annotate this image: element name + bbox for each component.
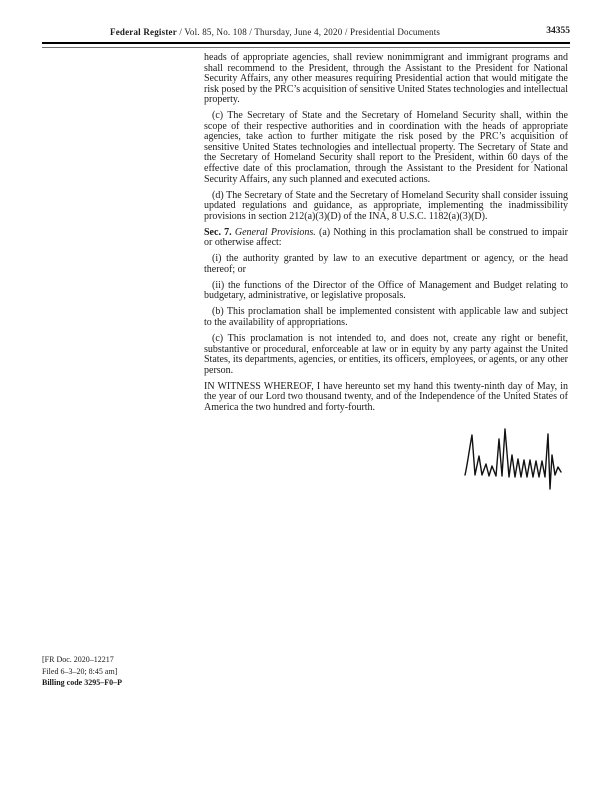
header-double-rule [42,42,570,48]
paragraph-item-c2: (c) This proclamation is not intended to, and does not, create any right or benefit, substantive or procedural, enforceable at law or in equity by any party against the United States, its departments, agencies, or entities, its officers, employees, or agents, or any other person. [204,333,568,376]
paragraph-item-i: (i) the authority granted by law to an executive department or agency, or the head thereof; or [204,253,568,275]
page-footer [42,656,122,691]
section-text: (a) Nothing in this proclamation shall be construed to impair or otherwise affect: [204,226,568,249]
presidential-signature [204,425,568,493]
paragraph-item-ii: (ii) the functions of the Director of the Office of Management and Budget relating to budgetary, administrative, or legislative proposals. [204,279,568,302]
page-number: 34355 [546,26,570,36]
paragraph-sec7 [204,228,568,249]
paragraph-item-c: (c) The Secretary of State and the Secretary of Homeland Security shall, within the scope of their respective authorities and in coordination with the heads of appropriate agencies, take action to further mitigate the risk posed by the PRC’s acquisition of sensitive United States technologies and intellectual property. The Secretary of State and the Secretary of Homeland Security shall report to the President, within 60 days of the effective date of this proclamation, through the Assistant to the President for National Security Affairs, any such planned and executed actions. [204,110,568,185]
billing-code: Billing code 3295–F0–P [42,678,122,688]
paragraph-continuation: heads of appropriate agencies, shall review nonimmigrant and immigrant programs and shall recommend to the President, through the Assistant to the President for National Security Affairs, any other measures requiring Presidential action that would mitigate the risk posed by the PRC’s acquisition of sensitive United States technologies and intellectual property. [204,52,568,106]
fr-doc-number: [FR Doc. 2020–12217 [42,655,114,664]
journal-name: Federal Register [110,27,177,37]
filed-date: Filed 6–3–20; 8:45 am] [42,666,118,676]
running-head [110,27,440,37]
presidential-signature-icon [462,425,566,493]
section-number: Sec. 7. [204,226,232,238]
running-head-details: / Vol. 85, No. 108 / Thursday, June 4, 2020 / Presidential Documents [176,27,441,37]
paragraph-witness-clause: IN WITNESS WHEREOF, I have hereunto set my hand this twenty-ninth day of May, in the year of our Lord two thousand twenty, and of the Independence of the United States of America the two hundred and forty-fourth. [204,380,568,413]
document-body [204,53,568,493]
paragraph-item-b: (b) This proclamation shall be implemented consistent with applicable law and subject to the availability of appropriations. [204,306,568,329]
paragraph-item-d: (d) The Secretary of State and the Secretary of Homeland Security shall consider issuing updated regulations and guidance, as appropriate, implementing the inadmissibility provisions in section 212(a)(3)(D) of the INA, 8 U.S.C. 1182(a)(3)(D). [204,189,568,222]
section-title: General Provisions. [231,226,320,238]
